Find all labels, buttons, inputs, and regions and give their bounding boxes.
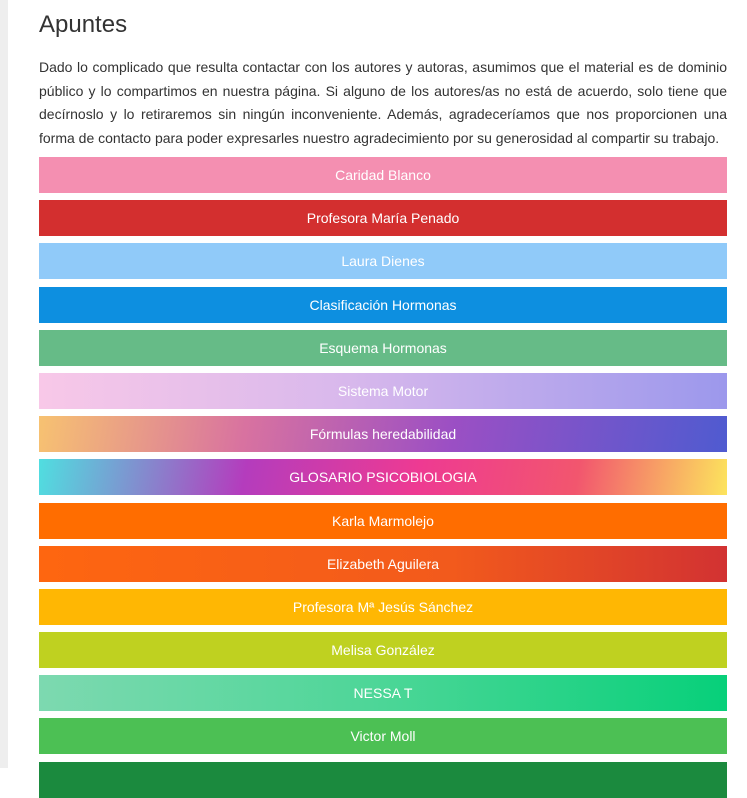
melisa-gonzalez-button[interactable]: Melisa González (39, 632, 727, 668)
page-title: Apuntes (39, 11, 128, 38)
nessa-t-button[interactable]: NESSA T (39, 675, 727, 711)
partial-button[interactable] (39, 762, 727, 798)
intro-paragraph: Dado lo complicado que resulta contactar con los autores y autoras, asumimos que el material es de dominio público y lo compartimos en nuestra página. Si alguno de los autores/as no está de acuerdo, solo tiene que decírnoslo y lo retiraremos sin ningún inconveniente. Además, agradeceríamos que nos proporcionen una forma de contacto para poder expresarles nuestro agradecimiento por su generosidad al compartir su trabajo. (39, 59, 727, 146)
esquema-hormonas-button[interactable]: Esquema Hormonas (39, 330, 727, 366)
victor-moll-button[interactable]: Victor Moll (39, 718, 727, 754)
main-content (39, 0, 727, 745)
laura-dienes-button[interactable]: Laura Dienes (39, 243, 727, 279)
elizabeth-aguilera-button[interactable]: Elizabeth Aguilera (39, 546, 727, 582)
glosario-psicobiologia-button[interactable]: GLOSARIO PSICOBIOLOGIA (39, 459, 727, 495)
sistema-motor-button[interactable]: Sistema Motor (39, 373, 727, 409)
profesora-maria-penado-button[interactable]: Profesora María Penado (39, 200, 727, 236)
left-margin-strip (0, 0, 8, 768)
caridad-blanco-button[interactable]: Caridad Blanco (39, 157, 727, 193)
clasificacion-hormonas-button[interactable]: Clasificación Hormonas (39, 287, 727, 323)
profesora-ma-jesus-sanchez-button[interactable]: Profesora Mª Jesús Sánchez (39, 589, 727, 625)
formulas-heredabilidad-button[interactable]: Fórmulas heredabilidad (39, 416, 727, 452)
notes-button-list (39, 157, 727, 798)
karla-marmolejo-button[interactable]: Karla Marmolejo (39, 503, 727, 539)
